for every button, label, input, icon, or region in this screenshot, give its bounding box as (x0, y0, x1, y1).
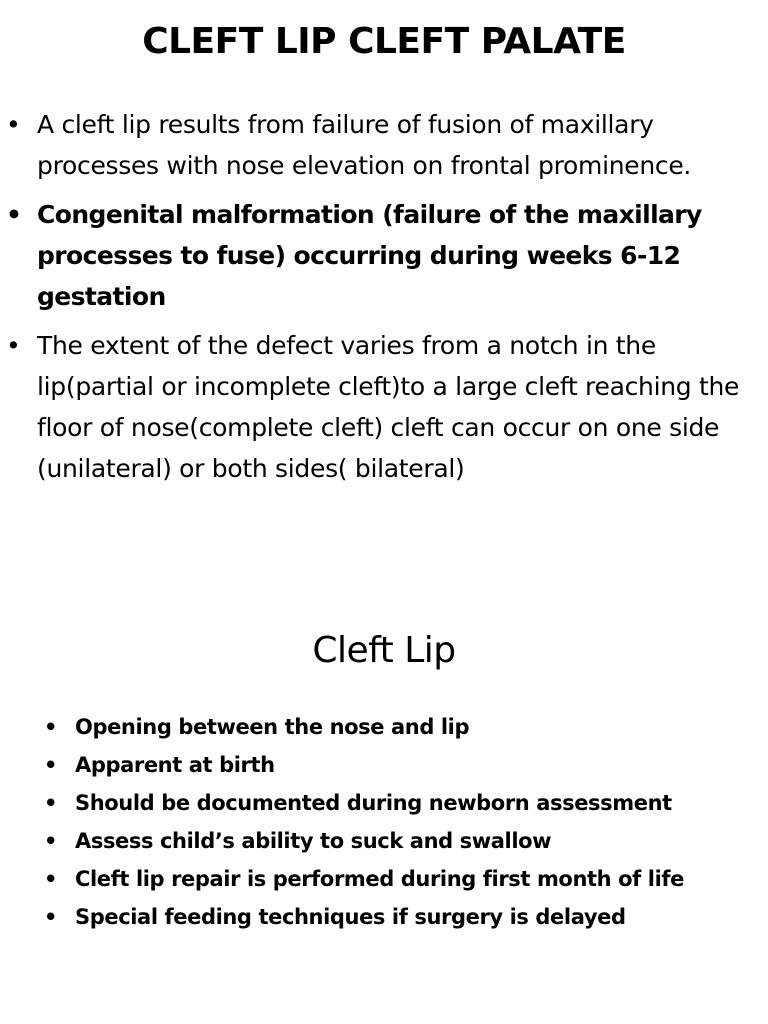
main-bullet-list (0, 104, 768, 497)
list-item-text: Special feeding techniques if surgery is delayed (75, 905, 626, 929)
list-item (0, 325, 768, 489)
bullet-icon: • (44, 715, 58, 739)
list-item-text: Apparent at birth (75, 753, 275, 777)
bullet-icon: • (6, 110, 21, 139)
list-item (0, 750, 768, 781)
list-item-text: Cleft lip repair is performed during first month of life (75, 867, 684, 891)
section-title: Cleft Lip (312, 630, 456, 671)
list-item-text: A cleft lip results from failure of fusion of maxillary processes with nose elevation on frontal prominence. (37, 110, 692, 180)
list-item-text: Should be documented during newborn assessment (75, 791, 672, 815)
bullet-icon: • (44, 867, 58, 891)
list-item (0, 194, 768, 317)
list-item (0, 788, 768, 819)
list-item-text: The extent of the defect varies from a notch in the lip(partial or incomplete cleft)to a large cleft reaching the floor of nose(complete cleft) cleft can occur on one side (unilateral) or both sides( bilateral) (37, 331, 740, 483)
bullet-icon: • (6, 200, 22, 229)
bullet-icon: • (44, 829, 58, 853)
list-item (0, 826, 768, 857)
list-item-text: Congenital malformation (failure of the maxillary processes to fuse) occurring during weeks 6-12 gestation (37, 200, 702, 311)
list-item (0, 864, 768, 895)
page-title: CLEFT LIP CLEFT PALATE (142, 21, 626, 62)
cleft-lip-bullet-list (0, 712, 768, 940)
list-item-text: Opening between the nose and lip (75, 715, 470, 739)
bullet-icon: • (6, 331, 21, 360)
bullet-icon: • (44, 905, 58, 929)
list-item-text: Assess child’s ability to suck and swallow (75, 829, 552, 853)
list-item (0, 902, 768, 933)
bullet-icon: • (44, 791, 58, 815)
list-item (0, 712, 768, 743)
list-item (0, 104, 768, 186)
bullet-icon: • (44, 753, 58, 777)
